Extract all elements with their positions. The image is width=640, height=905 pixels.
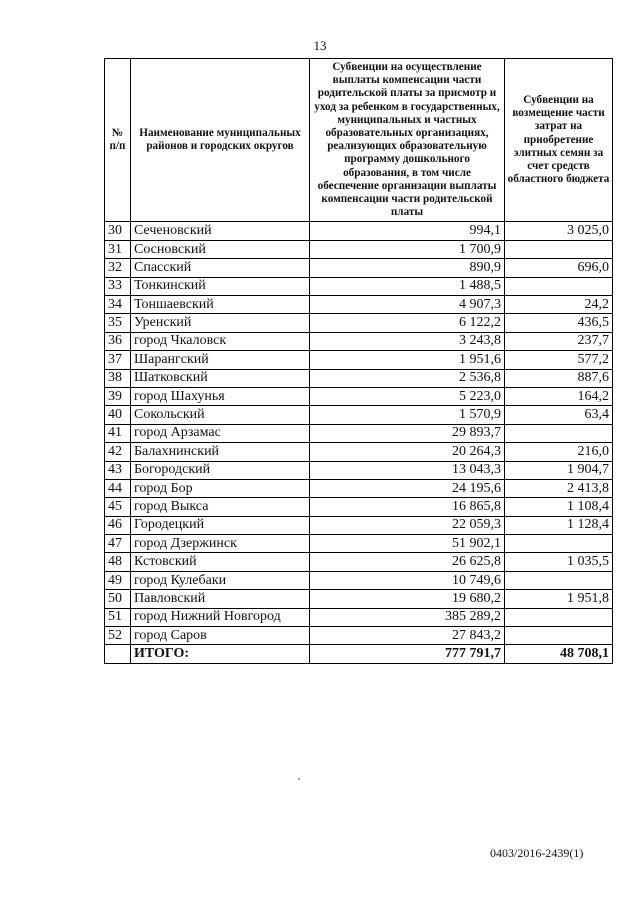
- row-compensation-value: 24 195,6: [310, 479, 505, 497]
- table-row: [105, 277, 613, 295]
- row-compensation-value: 10 749,6: [310, 571, 505, 589]
- row-compensation-value: 2 536,8: [310, 369, 505, 387]
- row-municipality: Богородский: [131, 461, 310, 479]
- row-compensation-value: 4 907,3: [310, 296, 505, 314]
- row-seed-value: 24,2: [505, 296, 613, 314]
- row-seed-value: [505, 571, 613, 589]
- row-seed-value: 237,7: [505, 332, 613, 350]
- row-seed-value: [505, 424, 613, 442]
- row-seed-value: [505, 608, 613, 626]
- table-row: [105, 296, 613, 314]
- row-number: 36: [105, 332, 131, 350]
- table-row: [105, 608, 613, 626]
- row-seed-value: [505, 627, 613, 645]
- row-compensation-value: 19 680,2: [310, 590, 505, 608]
- subsidy-table: [104, 58, 613, 664]
- row-seed-value: [505, 535, 613, 553]
- table-row: [105, 222, 613, 240]
- table-row: [105, 590, 613, 608]
- row-number: 38: [105, 369, 131, 387]
- row-seed-value: 1 128,4: [505, 516, 613, 534]
- row-municipality: Сеченовский: [131, 222, 310, 240]
- header-seed-subsidy: Субвенции на возмещение части затрат на приобретение элитных семян за счет средств областного бюджета: [505, 59, 613, 222]
- row-municipality: ИТОГО:: [131, 645, 310, 663]
- row-municipality: город Дзержинск: [131, 535, 310, 553]
- table-row: [105, 240, 613, 258]
- row-number: 46: [105, 516, 131, 534]
- table-row: [105, 314, 613, 332]
- row-number: 41: [105, 424, 131, 442]
- row-compensation-value: 29 893,7: [310, 424, 505, 442]
- row-seed-value: 1 108,4: [505, 498, 613, 516]
- row-compensation-value: 51 902,1: [310, 535, 505, 553]
- row-municipality: Павловский: [131, 590, 310, 608]
- row-number: 50: [105, 590, 131, 608]
- row-municipality: город Бор: [131, 479, 310, 497]
- row-compensation-value: 6 122,2: [310, 314, 505, 332]
- row-compensation-value: 1 488,5: [310, 277, 505, 295]
- row-seed-value: 216,0: [505, 443, 613, 461]
- table-row: [105, 387, 613, 405]
- row-compensation-value: 1 700,9: [310, 240, 505, 258]
- table-row: [105, 535, 613, 553]
- row-compensation-value: 26 625,8: [310, 553, 505, 571]
- row-seed-value: 1 951,8: [505, 590, 613, 608]
- header-num: № п/п: [105, 59, 131, 222]
- row-municipality: Тонкинский: [131, 277, 310, 295]
- row-number: 42: [105, 443, 131, 461]
- row-compensation-value: 994,1: [310, 222, 505, 240]
- row-number: [105, 645, 131, 663]
- row-seed-value: 1 035,5: [505, 553, 613, 571]
- row-municipality: Сокольский: [131, 406, 310, 424]
- row-seed-value: 48 708,1: [505, 645, 613, 663]
- table-row: [105, 461, 613, 479]
- table-row: [105, 424, 613, 442]
- table-row: [105, 516, 613, 534]
- row-seed-value: 887,6: [505, 369, 613, 387]
- table-row: [105, 351, 613, 369]
- row-municipality: Шарангский: [131, 351, 310, 369]
- row-compensation-value: 385 289,2: [310, 608, 505, 626]
- row-municipality: Спасский: [131, 259, 310, 277]
- row-number: 44: [105, 479, 131, 497]
- document-code: 0403/2016-2439(1): [490, 846, 584, 860]
- page-number: 13: [313, 38, 327, 53]
- row-municipality: город Саров: [131, 627, 310, 645]
- table-row: [105, 259, 613, 277]
- row-number: 35: [105, 314, 131, 332]
- row-compensation-value: 27 843,2: [310, 627, 505, 645]
- total-row: [105, 645, 613, 663]
- row-number: 32: [105, 259, 131, 277]
- row-seed-value: 696,0: [505, 259, 613, 277]
- row-compensation-value: 1 570,9: [310, 406, 505, 424]
- row-municipality: Уренский: [131, 314, 310, 332]
- table-row: [105, 627, 613, 645]
- row-number: 51: [105, 608, 131, 626]
- scan-speck: [298, 778, 300, 780]
- row-seed-value: 3 025,0: [505, 222, 613, 240]
- row-municipality: город Арзамас: [131, 424, 310, 442]
- row-seed-value: [505, 277, 613, 295]
- row-compensation-value: 5 223,0: [310, 387, 505, 405]
- row-compensation-value: 13 043,3: [310, 461, 505, 479]
- row-number: 45: [105, 498, 131, 516]
- row-number: 52: [105, 627, 131, 645]
- table-header-row: [105, 59, 613, 222]
- row-compensation-value: 16 865,8: [310, 498, 505, 516]
- table-row: [105, 553, 613, 571]
- row-number: 48: [105, 553, 131, 571]
- row-seed-value: 63,4: [505, 406, 613, 424]
- row-number: 43: [105, 461, 131, 479]
- table-row: [105, 479, 613, 497]
- table-row: [105, 369, 613, 387]
- row-number: 30: [105, 222, 131, 240]
- row-number: 34: [105, 296, 131, 314]
- row-municipality: Шатковский: [131, 369, 310, 387]
- row-number: 37: [105, 351, 131, 369]
- row-compensation-value: 22 059,3: [310, 516, 505, 534]
- table-row: [105, 443, 613, 461]
- row-seed-value: 1 904,7: [505, 461, 613, 479]
- row-compensation-value: 890,9: [310, 259, 505, 277]
- row-seed-value: 436,5: [505, 314, 613, 332]
- row-municipality: Городецкий: [131, 516, 310, 534]
- row-seed-value: [505, 240, 613, 258]
- row-seed-value: 2 413,8: [505, 479, 613, 497]
- row-municipality: Сосновский: [131, 240, 310, 258]
- row-municipality: город Нижний Новгород: [131, 608, 310, 626]
- row-compensation-value: 3 243,8: [310, 332, 505, 350]
- row-municipality: Балахнинский: [131, 443, 310, 461]
- row-municipality: Тоншаевский: [131, 296, 310, 314]
- row-compensation-value: 777 791,7: [310, 645, 505, 663]
- row-seed-value: 577,2: [505, 351, 613, 369]
- row-number: 39: [105, 387, 131, 405]
- row-number: 49: [105, 571, 131, 589]
- row-municipality: Кстовский: [131, 553, 310, 571]
- row-municipality: город Выкса: [131, 498, 310, 516]
- row-compensation-value: 1 951,6: [310, 351, 505, 369]
- row-number: 47: [105, 535, 131, 553]
- table-row: [105, 406, 613, 424]
- header-name: Наименование муниципальных районов и городских округов: [131, 59, 310, 222]
- row-municipality: город Чкаловск: [131, 332, 310, 350]
- table-row: [105, 571, 613, 589]
- row-number: 40: [105, 406, 131, 424]
- row-municipality: город Кулебаки: [131, 571, 310, 589]
- table-row: [105, 498, 613, 516]
- row-number: 31: [105, 240, 131, 258]
- row-number: 33: [105, 277, 131, 295]
- row-municipality: город Шахунья: [131, 387, 310, 405]
- row-seed-value: 164,2: [505, 387, 613, 405]
- header-compensation-subsidy: Субвенции на осуществление выплаты компенсации части родительской платы за присмотр и уход за ребенком в государственных, муниципальных и частных образовательных организациях, реализующих образовательную программу дошкольного образования, в том числе обеспечение организации выплаты компенсации части родительской платы: [310, 59, 505, 222]
- row-compensation-value: 20 264,3: [310, 443, 505, 461]
- table-row: [105, 332, 613, 350]
